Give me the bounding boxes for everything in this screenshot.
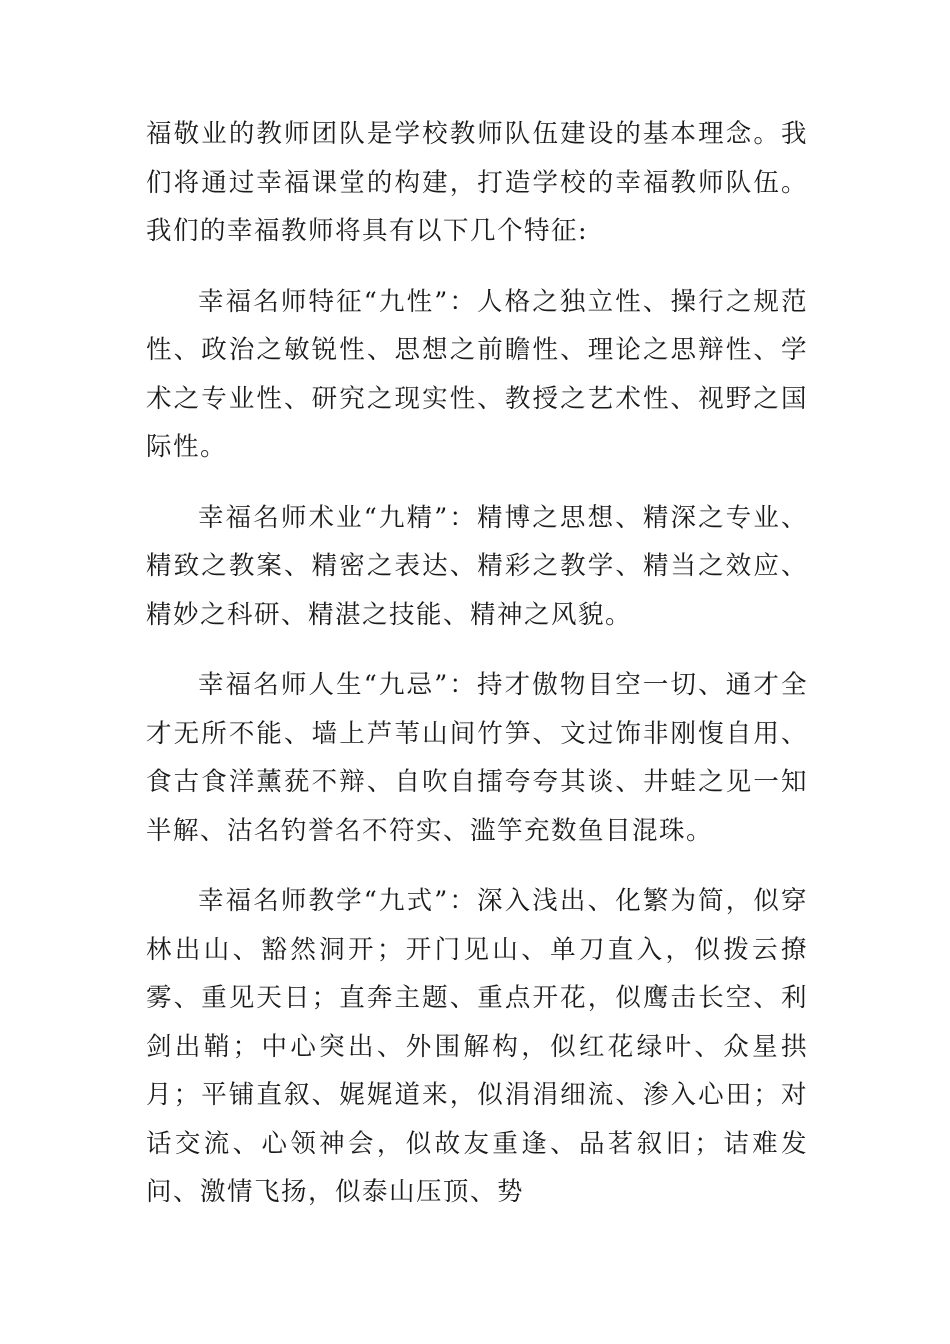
document-page: [146, 110, 808, 1217]
paragraph-nine-traits: 幸福名师特征“九性”：人格之独立性、操行之规范性、政治之敏锐性、思想之前瞻性、理论之思辩性、学术之专业性、研究之现实性、教授之艺术性、视野之国际性。: [146, 286, 808, 462]
paragraph-nine-taboos: 幸福名师人生“九忌”：持才傲物目空一切、通才全才无所不能、墙上芦苇山间竹笋、文过饰非刚愎自用、食古食洋薰莸不辩、自吹自擂夸夸其谈、井蛙之见一知半解、沽名钓誉名不符实、滥竽充数鱼目混珠。: [146, 670, 808, 846]
paragraph-nine-excellences: 幸福名师术业“九精”：精博之思想、精深之专业、精致之教案、精密之表达、精彩之教学、精当之效应、精妙之科研、精湛之技能、精神之风貌。: [146, 502, 808, 630]
paragraph-intro: 福敬业的教师团队是学校教师队伍建设的基本理念。我们将通过幸福课堂的构建，打造学校的幸福教师队伍。我们的幸福教师将具有以下几个特征:: [146, 119, 808, 246]
paragraph-nine-styles: 幸福名师教学“九式”：深入浅出、化繁为简，似穿林出山、豁然洞开；开门见山、单刀直入，似拨云撩雾、重见天日；直奔主题、重点开花，似鹰击长空、利剑出鞘；中心突出、外围解构，似红花绿叶、众星拱月；平铺直叙、娓娓道来，似涓涓细流、渗入心田；对话交流、心领神会，似故友重逢、品茗叙旧；诘难发问、激情飞扬，似泰山压顶、势: [146, 886, 808, 1207]
